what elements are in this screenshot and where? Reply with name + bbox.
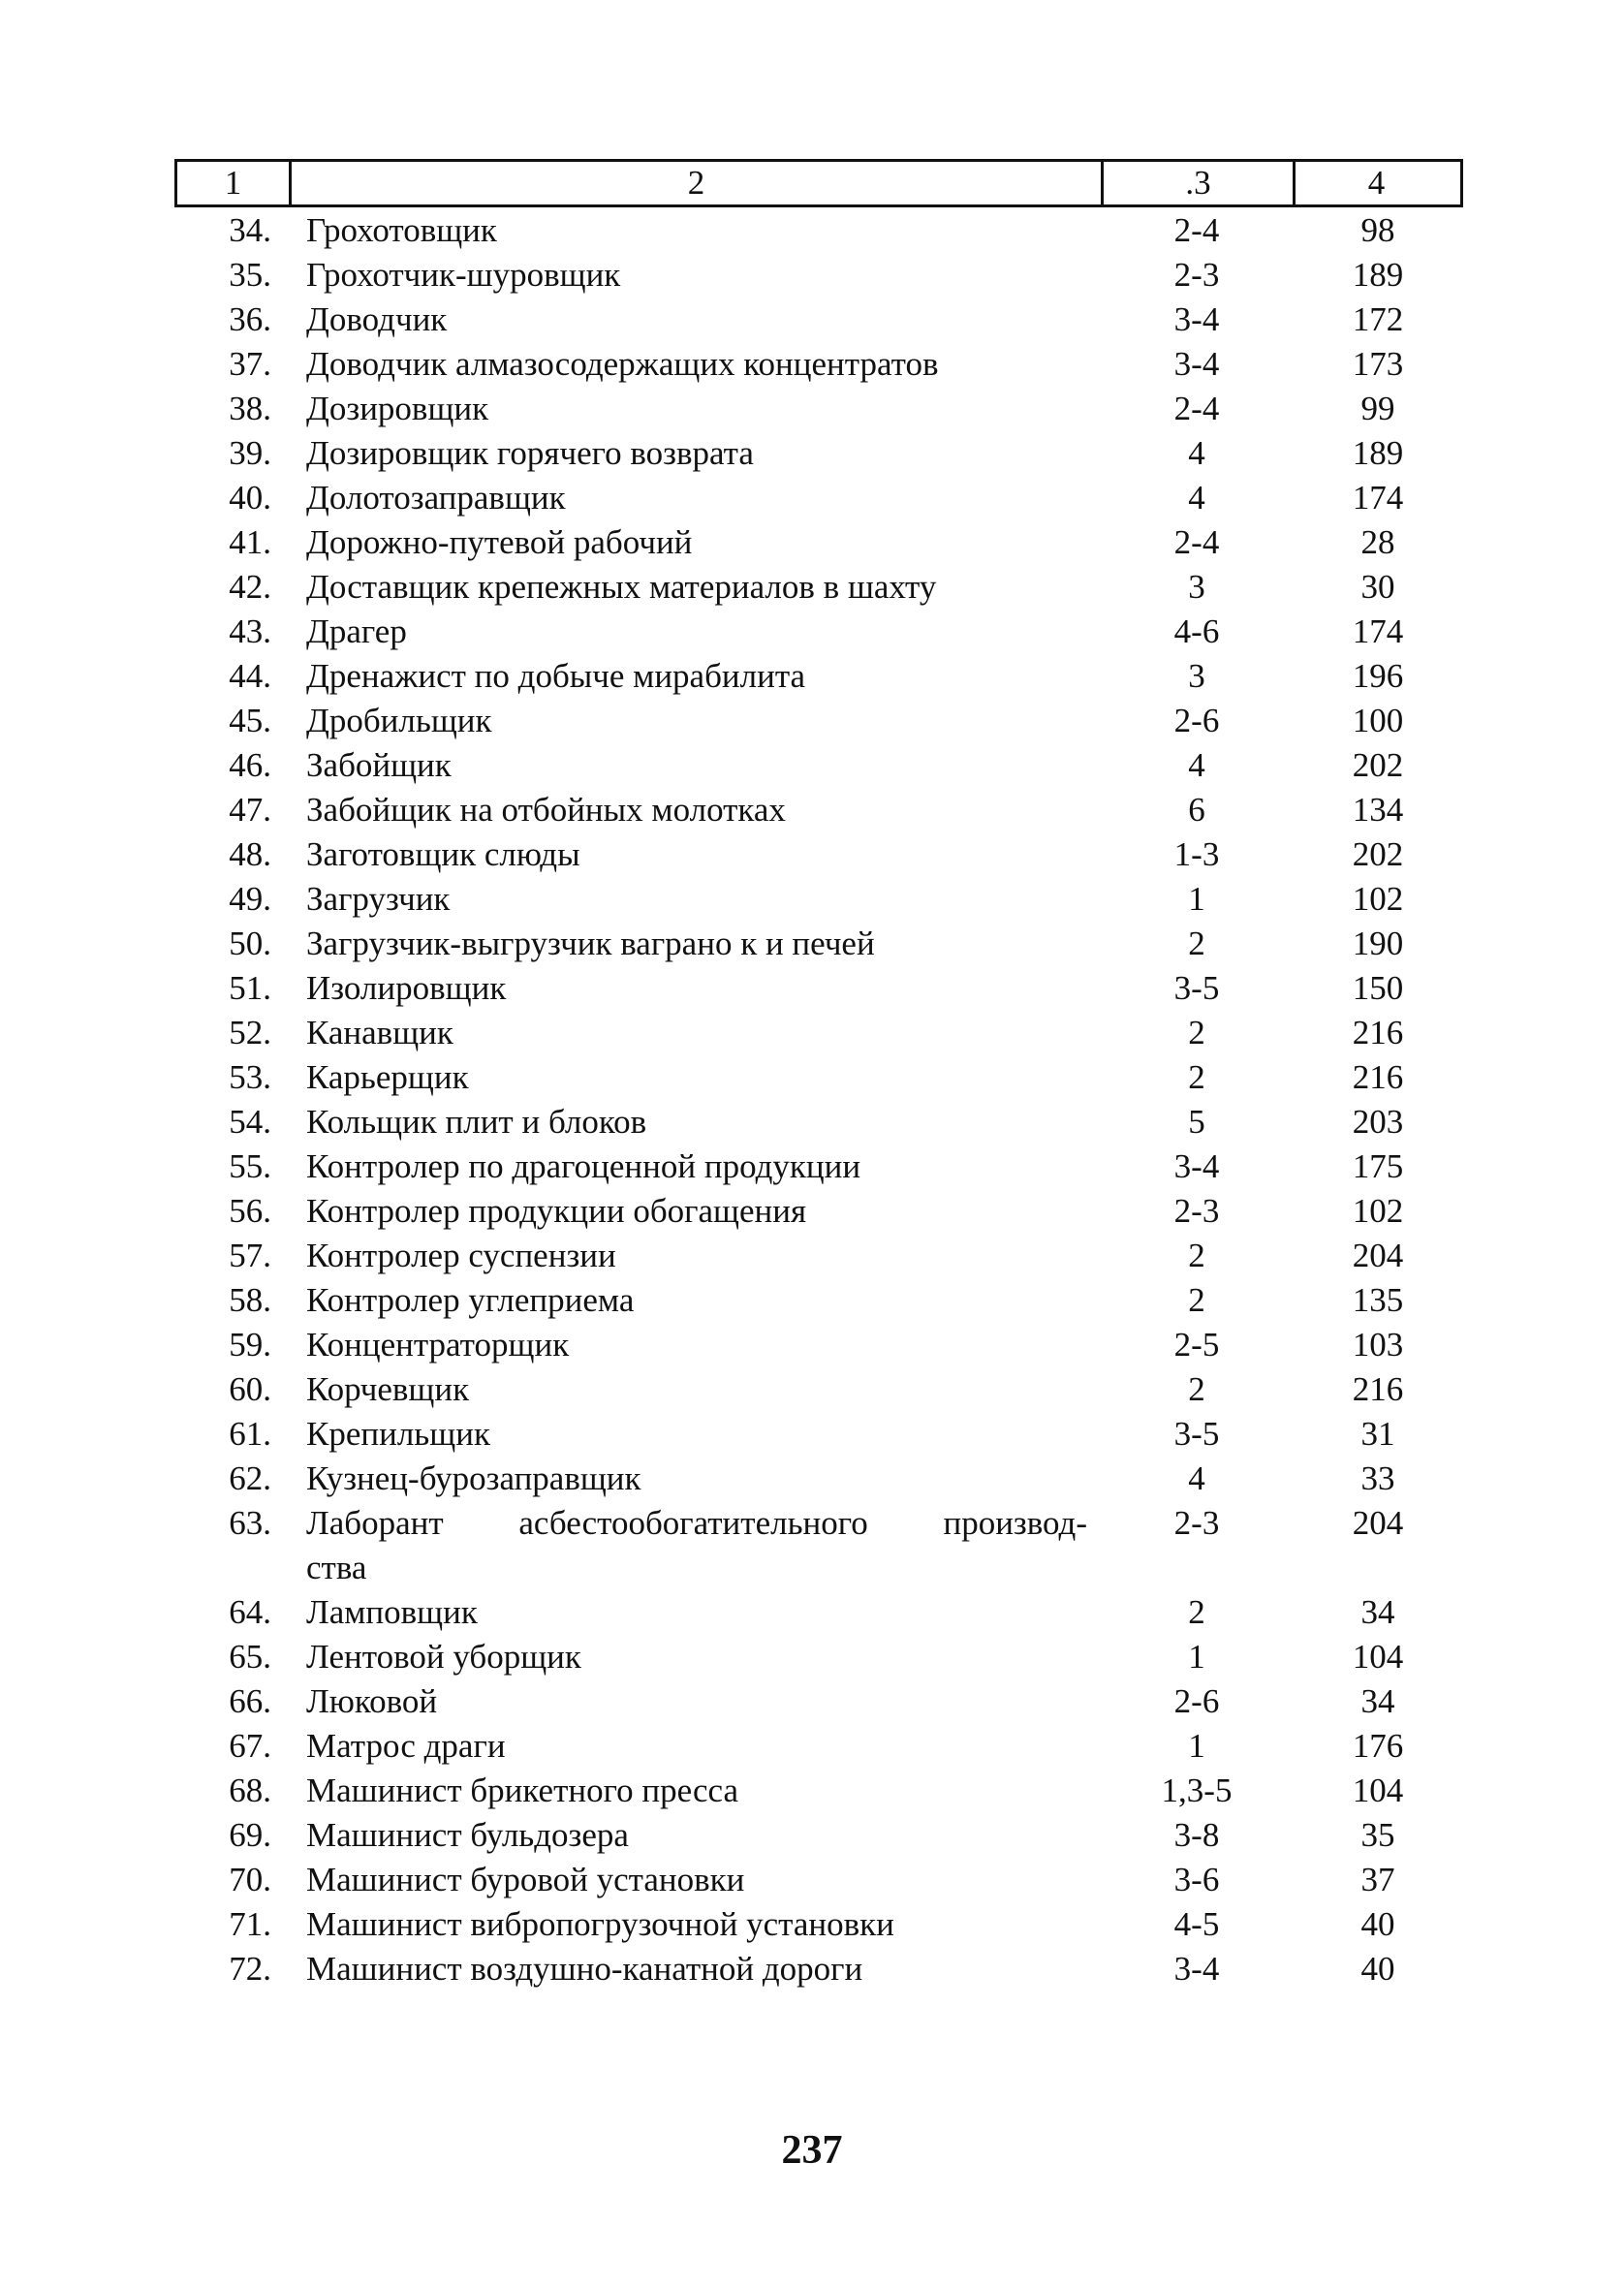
profession-name: Заготовщик слюды bbox=[306, 835, 580, 873]
grade-range: 2-3 bbox=[1173, 1504, 1220, 1542]
row-number: 56. bbox=[229, 1192, 271, 1230]
table-row bbox=[174, 1011, 1463, 1055]
table-row bbox=[174, 1590, 1463, 1635]
table-header-row bbox=[174, 159, 1463, 207]
table-row bbox=[174, 208, 1463, 253]
table-row bbox=[174, 1323, 1463, 1367]
table-row bbox=[174, 610, 1463, 654]
table-body bbox=[174, 208, 1463, 1991]
grade-range: 3-4 bbox=[1173, 345, 1220, 383]
profession-name: Машинист бульдозера bbox=[306, 1816, 629, 1854]
page-reference: 174 bbox=[1352, 612, 1404, 650]
grade-range: 4 bbox=[1188, 746, 1205, 784]
grade-range: 2-6 bbox=[1173, 1682, 1220, 1720]
profession-name: Долотозаправщик bbox=[306, 479, 566, 517]
page-reference: 37 bbox=[1360, 1861, 1395, 1898]
profession-name: Концентраторщик bbox=[306, 1326, 570, 1364]
table-row bbox=[174, 520, 1463, 565]
profession-name: Изолировщик bbox=[306, 969, 507, 1007]
page-reference: 204 bbox=[1352, 1237, 1404, 1274]
profession-name: Люковой bbox=[306, 1682, 438, 1720]
page-reference: 100 bbox=[1352, 702, 1404, 739]
profession-name: Машинист буровой установки bbox=[306, 1861, 745, 1898]
grade-range: 2 bbox=[1188, 1370, 1205, 1408]
row-number: 45. bbox=[229, 702, 271, 739]
table-row bbox=[174, 1679, 1463, 1724]
row-number: 59. bbox=[229, 1326, 271, 1364]
page-reference: 173 bbox=[1352, 345, 1404, 383]
grade-range: 2 bbox=[1188, 1014, 1205, 1051]
table-row bbox=[174, 1278, 1463, 1323]
profession-name: Кольщик плит и блоков bbox=[306, 1103, 647, 1141]
grade-range: 3-4 bbox=[1173, 300, 1220, 338]
table-row bbox=[174, 387, 1463, 431]
row-number: 63. bbox=[229, 1504, 271, 1542]
row-number: 47. bbox=[229, 791, 271, 829]
grade-range: 2-3 bbox=[1173, 256, 1220, 294]
profession-name: Загрузчик-выгрузчик ваграно к и печей bbox=[306, 925, 875, 962]
row-number: 60. bbox=[229, 1370, 271, 1408]
row-number: 69. bbox=[229, 1816, 271, 1854]
grade-range: 2 bbox=[1188, 1281, 1205, 1319]
table-row bbox=[174, 1947, 1463, 1991]
row-number: 66. bbox=[229, 1682, 271, 1720]
grade-range: 2 bbox=[1188, 1058, 1205, 1096]
row-number: 67. bbox=[229, 1727, 271, 1765]
grade-range: 3 bbox=[1188, 568, 1205, 606]
table-row bbox=[174, 654, 1463, 699]
header-col-3: .3 bbox=[1101, 162, 1293, 204]
table-row bbox=[174, 431, 1463, 476]
row-number: 36. bbox=[229, 300, 271, 338]
page-reference: 202 bbox=[1352, 746, 1404, 784]
row-number: 71. bbox=[229, 1905, 271, 1943]
page-number: 237 bbox=[781, 2128, 843, 2173]
table-row bbox=[174, 1189, 1463, 1234]
row-number: 72. bbox=[229, 1950, 271, 1988]
profession-name: Контролер углеприема bbox=[306, 1281, 635, 1319]
grade-range: 3-5 bbox=[1173, 1415, 1220, 1453]
grade-range: 4 bbox=[1188, 434, 1205, 472]
profession-name: Контролер продукции обогащения bbox=[306, 1192, 807, 1230]
grade-range: 2-6 bbox=[1173, 702, 1220, 739]
profession-name: Кузнец-бурозаправщик bbox=[306, 1459, 641, 1497]
grade-range: 3-6 bbox=[1173, 1861, 1220, 1898]
table-row bbox=[174, 1501, 1463, 1590]
page-reference: 30 bbox=[1360, 568, 1395, 606]
table-row bbox=[174, 1813, 1463, 1858]
row-number: 54. bbox=[229, 1103, 271, 1141]
grade-range: 1 bbox=[1188, 1638, 1205, 1676]
header-col-2: 2 bbox=[289, 162, 1101, 204]
table-row bbox=[174, 253, 1463, 298]
page-reference: 34 bbox=[1360, 1593, 1395, 1631]
table-row bbox=[174, 788, 1463, 832]
page-reference: 150 bbox=[1352, 969, 1404, 1007]
table-row bbox=[174, 1457, 1463, 1501]
page-reference: 204 bbox=[1352, 1504, 1404, 1542]
table-row bbox=[174, 1100, 1463, 1144]
row-number: 35. bbox=[229, 256, 271, 294]
row-number: 34. bbox=[229, 211, 271, 249]
page-reference: 189 bbox=[1352, 256, 1404, 294]
row-number: 53. bbox=[229, 1058, 271, 1096]
grade-range: 3 bbox=[1188, 657, 1205, 695]
profession-name: Машинист брикетного пресса bbox=[306, 1772, 739, 1809]
table-row bbox=[174, 1635, 1463, 1679]
profession-name: Забойщик bbox=[306, 746, 452, 784]
page-reference: 34 bbox=[1360, 1682, 1395, 1720]
row-number: 51. bbox=[229, 969, 271, 1007]
row-number: 46. bbox=[229, 746, 271, 784]
row-number: 43. bbox=[229, 612, 271, 650]
grade-range: 2 bbox=[1188, 1593, 1205, 1631]
profession-name: Драгер bbox=[306, 612, 407, 650]
profession-name: Дробильщик bbox=[306, 702, 492, 739]
table-row bbox=[174, 565, 1463, 610]
profession-name: Контролер суспензии bbox=[306, 1237, 616, 1274]
row-number: 55. bbox=[229, 1147, 271, 1185]
table-row bbox=[174, 966, 1463, 1011]
grade-range: 4-5 bbox=[1173, 1905, 1220, 1943]
table-row bbox=[174, 476, 1463, 520]
grade-range: 3-8 bbox=[1173, 1816, 1220, 1854]
grade-range: 2 bbox=[1188, 1237, 1205, 1274]
table-row bbox=[174, 298, 1463, 342]
page-reference: 102 bbox=[1352, 1192, 1404, 1230]
row-number: 58. bbox=[229, 1281, 271, 1319]
profession-name: Дозировщик горячего возврата bbox=[306, 434, 754, 472]
grade-range: 1 bbox=[1188, 1727, 1205, 1765]
page-reference: 35 bbox=[1360, 1816, 1395, 1854]
page-reference: 196 bbox=[1352, 657, 1404, 695]
row-number: 38. bbox=[229, 390, 271, 427]
profession-name-line-2: ства bbox=[306, 1549, 367, 1586]
grade-range: 2-3 bbox=[1173, 1192, 1220, 1230]
profession-name: Грохотовщик bbox=[306, 211, 497, 249]
row-number: 70. bbox=[229, 1861, 271, 1898]
page-reference: 216 bbox=[1352, 1370, 1404, 1408]
page-reference: 203 bbox=[1352, 1103, 1404, 1141]
grade-range: 3-5 bbox=[1173, 969, 1220, 1007]
table-row bbox=[174, 342, 1463, 387]
row-number: 61. bbox=[229, 1415, 271, 1453]
grade-range: 2-4 bbox=[1173, 523, 1220, 561]
row-number: 48. bbox=[229, 835, 271, 873]
page-reference: 103 bbox=[1352, 1326, 1404, 1364]
table-row bbox=[174, 1769, 1463, 1813]
row-number: 42. bbox=[229, 568, 271, 606]
grade-range: 1,3-5 bbox=[1161, 1772, 1233, 1809]
table-row bbox=[174, 877, 1463, 922]
table-row bbox=[174, 743, 1463, 788]
row-number: 57. bbox=[229, 1237, 271, 1274]
profession-name: Дренажист по добыче мирабилита bbox=[306, 657, 806, 695]
profession-name: Забойщик на отбойных молотках bbox=[306, 791, 786, 829]
page-reference: 134 bbox=[1352, 791, 1404, 829]
grade-range: 1-3 bbox=[1173, 835, 1220, 873]
profession-name: Грохотчик-шуровщик bbox=[306, 256, 621, 294]
table-row bbox=[174, 699, 1463, 743]
page-reference: 189 bbox=[1352, 434, 1404, 472]
page-reference: 102 bbox=[1352, 880, 1404, 918]
profession-name: Доводчик bbox=[306, 300, 448, 338]
grade-range: 2 bbox=[1188, 925, 1205, 962]
profession-name: Канавщик bbox=[306, 1014, 453, 1051]
page-reference: 176 bbox=[1352, 1727, 1404, 1765]
header-col-1: 1 bbox=[224, 164, 242, 202]
table-row bbox=[174, 1367, 1463, 1412]
table-row bbox=[174, 1234, 1463, 1278]
table-row bbox=[174, 1144, 1463, 1189]
page-reference: 104 bbox=[1352, 1638, 1404, 1676]
table-row bbox=[174, 1902, 1463, 1947]
page-reference: 174 bbox=[1352, 479, 1404, 517]
table-row bbox=[174, 922, 1463, 966]
grade-range: 2-5 bbox=[1173, 1326, 1220, 1364]
page-reference: 98 bbox=[1360, 211, 1395, 249]
grade-range: 2-4 bbox=[1173, 390, 1220, 427]
grade-range: 2-4 bbox=[1173, 211, 1220, 249]
table-row bbox=[174, 832, 1463, 877]
grade-range: 4 bbox=[1188, 479, 1205, 517]
profession-name-line-1: Лаборант асбестообогатительного производ- bbox=[306, 1504, 1087, 1542]
profession-name: Машинист воздушно-канатной дороги bbox=[306, 1950, 863, 1988]
profession-name: Карьерщик bbox=[306, 1058, 469, 1096]
page-reference: 175 bbox=[1352, 1147, 1404, 1185]
page-reference: 33 bbox=[1360, 1459, 1395, 1497]
grade-range: 4-6 bbox=[1173, 612, 1220, 650]
row-number: 62. bbox=[229, 1459, 271, 1497]
row-number: 52. bbox=[229, 1014, 271, 1051]
row-number: 64. bbox=[229, 1593, 271, 1631]
row-number: 68. bbox=[229, 1772, 271, 1809]
profession-name: Машинист вибропогрузочной установки bbox=[306, 1905, 894, 1943]
row-number: 65. bbox=[229, 1638, 271, 1676]
profession-table bbox=[174, 159, 1463, 1988]
table-row bbox=[174, 1412, 1463, 1457]
grade-range: 4 bbox=[1188, 1459, 1205, 1497]
profession-name: Матрос драги bbox=[306, 1727, 506, 1765]
page-reference: 104 bbox=[1352, 1772, 1404, 1809]
page-reference: 28 bbox=[1360, 523, 1395, 561]
row-number: 37. bbox=[229, 345, 271, 383]
grade-range: 6 bbox=[1188, 791, 1205, 829]
profession-name: Корчевщик bbox=[306, 1370, 470, 1408]
profession-name: Дорожно-путевой рабочий bbox=[306, 523, 693, 561]
page-reference: 31 bbox=[1360, 1415, 1395, 1453]
profession-name: Дозировщик bbox=[306, 390, 489, 427]
table-row bbox=[174, 1724, 1463, 1769]
profession-name bbox=[271, 1501, 1101, 1590]
profession-name: Доводчик алмазосодержащих концентратов bbox=[306, 345, 939, 383]
page-reference: 135 bbox=[1352, 1281, 1404, 1319]
grade-range: 5 bbox=[1188, 1103, 1205, 1141]
page-reference: 99 bbox=[1360, 390, 1395, 427]
grade-range: 3-4 bbox=[1173, 1147, 1220, 1185]
row-number: 44. bbox=[229, 657, 271, 695]
table-row bbox=[174, 1055, 1463, 1100]
profession-name: Загрузчик bbox=[306, 880, 451, 918]
header-col-4: 4 bbox=[1293, 162, 1457, 204]
grade-range: 3-4 bbox=[1173, 1950, 1220, 1988]
grade-range: 1 bbox=[1188, 880, 1205, 918]
profession-name: Ламповщик bbox=[306, 1593, 478, 1631]
profession-name: Контролер по драгоценной продукции bbox=[306, 1147, 861, 1185]
table-row bbox=[174, 1858, 1463, 1902]
row-number: 39. bbox=[229, 434, 271, 472]
page-reference: 216 bbox=[1352, 1014, 1404, 1051]
page-reference: 190 bbox=[1352, 925, 1404, 962]
page-reference: 216 bbox=[1352, 1058, 1404, 1096]
row-number: 50. bbox=[229, 925, 271, 962]
page-reference: 40 bbox=[1360, 1905, 1395, 1943]
page-reference: 202 bbox=[1352, 835, 1404, 873]
row-number: 49. bbox=[229, 880, 271, 918]
profession-name: Доставщик крепежных материалов в шахту bbox=[306, 568, 937, 606]
profession-name: Крепильщик bbox=[306, 1415, 490, 1453]
row-number: 40. bbox=[229, 479, 271, 517]
page-reference: 172 bbox=[1352, 300, 1404, 338]
page-reference: 40 bbox=[1360, 1950, 1395, 1988]
profession-name: Лентовой уборщик bbox=[306, 1638, 581, 1676]
row-number: 41. bbox=[229, 523, 271, 561]
